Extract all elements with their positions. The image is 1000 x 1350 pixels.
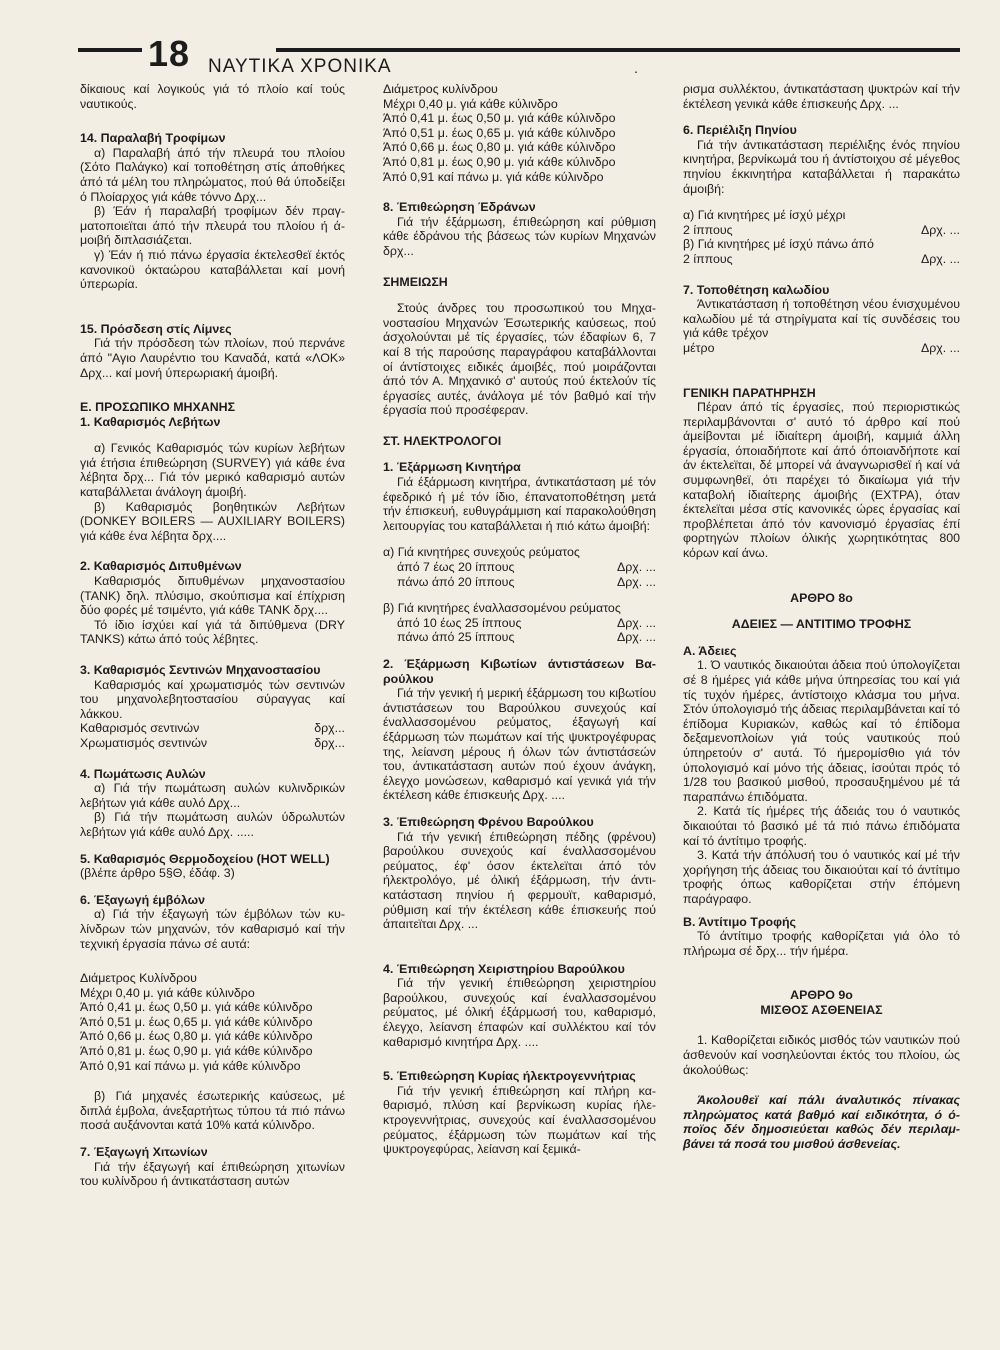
price-value: δρχ... [314, 721, 345, 736]
paragraph: α) Γενικός Καθαρισμός τών κυρίων λεβήτων γιά έτήσια έπιθεώρηση (SURVEY) γιά κάθε ένα λέβητα δρχ... Γιά τόν μερικό καθαρισμό αυτών καταβάλλεται άνάλογη άμοιβή. [80, 441, 345, 500]
price-value: Δρχ. ... [616, 560, 656, 575]
paragraph: Γιά τήν άντικατάσταση περιέλιξης ένός πηνίου κινητήρα, βερνίκωμά του ή άντίστοιχου σέ μέγεθος πηνίου έκκινητήρα καταβάλλεται ή παρακάτω άμοιβή: [683, 137, 960, 196]
price-label: Καθαρισμός σεντινών [80, 721, 200, 736]
paragraph: Γιά τήν γενική έπιθεώρηση καί πλήρη καθαρισμό, πλύση καί βερνίκωση κυρίας ήλεκτρογεννήτριας, συνεχούς καί έναλλασσομένου ρεύματος, έξάρμωση τών πωμάτων καί τής ψυκτρογεφύρας, λείανση καί ξεμικά- [383, 1083, 656, 1157]
paragraph: Τό άντίτιμο τροφής καθορίζεται γιά όλο τό πλήρωμα σέ δρχ... τήν ήμέρα. [683, 929, 960, 958]
paragraph: Γιά τήν πρόσδεση τών πλοίων, πού περνάνε άπό "Αγιο Λαυρέντιο του Καναδά, κατά «ΛΟΚ» Δρχ... καί μονή ύπερωριακή άμοιβή. [80, 336, 345, 380]
paragraph: Γιά τήν γενική έπιθεώρηση πέδης (φρένου) βαρούλκου συνεχούς καί έναλλασσομένου ρεύματος, έφ' όσον έκτελεϊται άπό τόν ήλεκτρολόγο, μέ όλική έξάρμωση, τήν άντικατάσταση πηνίου ή φερμουϊτ, καθαρισμό, ρύθμιση καί τήν έκτέλεση κάθε έπισκευής πού άπαιτεϊται Δρχ. ... [383, 829, 656, 932]
price-label: 2 ίππους [683, 222, 733, 237]
list-item: Άπό 0,41 μ. έως 0,50 μ. γιά κάθε κύλινδρο [383, 111, 616, 126]
price-row [683, 252, 960, 267]
cylinder-list [80, 971, 345, 1073]
masthead [78, 33, 960, 80]
paragraph: 2. Κατά τίς ήμέρες τής άδειάς του ό ναυτικός δικαιούται τό βασικό μέ τά πιό πάνω έπιδόματα καί τό άντίτιμο τροφής. [683, 804, 960, 848]
paragraph: β) Γιά κινητήρες μέ ίσχύ πάνω άπό [683, 237, 874, 252]
paragraph: Γιά τήν γενική έπιθεώρηση χειριστηρίου βαρούλκου, συνεχούς καί έναλλασσομένου ρεύματος, μέ όλική έξάρμωσή του, καθαρισμό, έλεγχο, λείανση έπαφών καί συλλέκτου καί τόν καθαρισμό κινητήρα Δρχ. .... [383, 976, 656, 1049]
price-value: Δρχ. ... [616, 615, 656, 630]
section-heading: 1. Έξάρμωση Κινητήρα [383, 460, 521, 475]
section-heading: ΣΗΜΕΙΩΣΗ [383, 274, 448, 289]
article-title: ΑΔΕΙΕΣ — ΑΝΤΙΤΙΜΟ ΤΡΟΦΗΣ [731, 617, 912, 632]
paragraph: Πέραν άπό τίς έργασίες, πού περιοριστικώς περιλαμβάνονται σ' αυτό τό άρθρο καί πού άμείβονται μέ ίδιαίτερη άμοιβή, καμμιά άλλη έργασία, όποιαδήποτε καί άπό όποιανδήποτε καί άν έκτελεϊται, δέ μπορεί νά άναγνωρισθεϊ ή καί νά συμφωνηθεϊ, ότι παρέχει τό δικαίωμα γιά τήν καταβολή ίδιαίτερης άμοιβής (ΕΧΤΡΑ), όταν έκτελεϊται μέσα στίς κανονικές ώρες έργασίας καί προβλέπεται άπό τόν κανονισμό έργασίας έπί φορτηγών πλοίων όλικής χωρητικότητας 800 κόρων καί άνω. [683, 400, 960, 561]
paragraph: γ) Έάν ή πιό πάνω έργασία έκτελεσθεϊ έκτός κανονικοϋ όκταώρου καταβάλλεται καί μονή ύπερωρία. [80, 247, 345, 292]
paragraph: Γιά τήν γενική ή μερική έξάρμωση του κιβωτίου άντιστάσεων του Βαρούλκου συνεχούς καί έναλλασσομένου ρεύματος, έξαγωγή καί έξάρμωση τών πωμάτων καί τής ψυκτρογέφυρας της, λείανση μέρους ή όλων τών άντιστάσεών του, άντικατάσταση αυτών πού έχουν άνάγκη, έλεγχο μονώσεων, καθαρισμό καί γενικά γιά τήν έκτέλεση κάθε έπισκευής Δρχ. .... [383, 686, 656, 803]
price-row [80, 736, 345, 751]
price-label: πάνω άπό 25 ίππους [397, 630, 515, 645]
paragraph: 3. Κατά τήν άπόλυσή του ό ναυτικός καί μέ τήν χορήγηση τής άδειας του δικαιούται καί τό άντίτιμο τροφής όπως καθορίζεται στήν έπόμενη παράγραφο. [683, 848, 960, 906]
paragraph: Στούς άνδρες του προσωπικού του Μηχανοστασίου Μηχανών Έσωτερικής καύσεως, πού άσχολούνται μέ τίς έργασίες, τών έδαφίων 6, 7 καί 8 τής παρούσης παραγράφου καταβάλλονται οί άντίστοιχες ειδικές άμοιβές, πού μοιράζονται άπό τόν Α. Μηχανικό σ' αυτούς πού έκτελούν τίς έργασίες αυτές, άνάλογα μέ τόν βαθμό καί τήν έργασία πού προσέφεραν. [383, 301, 656, 418]
section-heading: ΓΕΝΙΚΗ ΠΑΡΑΤΗΡΗΣΗ [683, 385, 816, 400]
section-heading: 3. Καθαρισμός Σεντινών Μηχανοστασίου [80, 663, 321, 677]
price-label: άπό 7 έως 20 ίππους [397, 560, 515, 575]
price-row [683, 341, 960, 356]
article-heading: ΑΡΘΡΟ 9ο [790, 988, 853, 1003]
paragraph: β) Γιά κινητήρες έναλλασσομένου ρεύματος [383, 601, 621, 616]
list-item: Άπό 0,81 μ. έως 0,90 μ. γιά κάθε κύλινδρο [383, 154, 616, 169]
paragraph: α) Γιά κινητήρες συνεχούς ρεύματος [383, 545, 580, 560]
paragraph: Καθαρισμός διπυθμένων μηχανοστασίου (TANK) δηλ. πλύσιμο, σκούπισμα καί έπίχριση δύο φορές μέ τσιμέντο, γιά κάθε TANK δρχ.... [80, 574, 345, 618]
section-heading: 1. Καθαρισμός Λεβήτων [80, 414, 221, 429]
masthead-rule-left [78, 48, 142, 52]
paragraph: Γιά τήν έξαγωγή καί έπιθεώρηση χιτωνίων του κυλίνδρου ή άντικατάσταση αυτών [80, 1159, 345, 1189]
paragraph: α) Γιά κινητήρες μέ ίσχύ μέχρι [683, 208, 846, 223]
price-row [383, 560, 656, 575]
price-row [383, 616, 656, 631]
paragraph: Άντικατάσταση ή τοποθέτηση νέου ένισχυμένου καλωδίου μέ τά στηρίγματα καί τίς συνδέσεις του γιά κάθε τρέχον [683, 297, 960, 341]
paragraph: (βλέπε άρθρο 5§Θ, έδάφ. 3) [80, 866, 235, 881]
list-item: Άπό 0,91 καί πάνω μ. γιά κάθε κύλινδρο [80, 1058, 301, 1073]
price-label: άπό 10 έως 25 ίππους [397, 615, 522, 630]
section-heading: 6. Περιέλιξη Πηνίου [683, 123, 797, 138]
list-item: Διάμετρος κυλίνδρου [383, 82, 498, 96]
section-heading: 4. Έπιθεώρηση Χειριστηρίου Βαρούλκου [383, 961, 625, 976]
paragraph: Γιά τήν έξάρμωση, έπιθεώρηση καί ρύθμιση κάθε έδράνου τής βάσεως τών κυρίων Μηχανών δρχ... [383, 214, 656, 258]
list-item: Άπό 0,91 καί πάνω μ. γιά κάθε κύλινδρο [383, 169, 604, 184]
cylinder-list [383, 82, 656, 184]
section-heading: Ε. ΠΡΟΣΩΠΙΚΟ ΜΗΧΑΝΗΣ [80, 400, 236, 415]
paragraph: 1. Καθορίζεται ειδικός μισθός τών ναυτικών πού άσθενούν καί νοσηλεύονται έκτός του πλοίου, ώς άκολούθως: [683, 1033, 960, 1077]
closing-note: Άκολουθεϊ καί πάλι άναλυτικός πίνακας πληρώματος κατά βαθμό καί ειδικότητα, ό όποϊος δέν δημοσιεύεται καθώς δέν περιλαμβάνει τά ποσά του μισθού άσθενείας. [683, 1093, 960, 1152]
section-heading: 7. Τοποθέτηση καλωδίου [683, 282, 830, 297]
price-value: Δρχ. ... [920, 251, 960, 266]
paragraph: α) Παραλαβή άπό τήν πλευρά του πλοίου (Σότο Παλάγκο) καί τοποθέτηση στίς άποθήκες άπό τά μέλη του πληρώματος, πού θά ύποδείξει ό Πλοίαρχος γιά κάθε τόννο Δρχ... [80, 145, 345, 204]
paragraph: α) Γιά τήν έξαγωγή τών έμβόλων τών κυλίνδρων τών μηχανών, τόν καθαρισμό καί τήν τεχνική έργασία πάνω σέ αυτά: [80, 907, 345, 951]
list-item: Άπό 0,66 μ. έως 0,80 μ. γιά κάθε κύλινδρο [80, 1029, 313, 1044]
section-heading: 7. Έξαγωγή Χιτωνίων [80, 1145, 208, 1160]
list-item: Μέχρι 0,40 μ. γιά κάθε κύλινδρο [383, 96, 558, 111]
section-heading: 8. Έπιθεώρηση Έδράνων [383, 200, 536, 215]
price-value: Δρχ. ... [920, 340, 960, 355]
paragraph: Καθαρισμός καί χρωματισμός τών σεντινών του μηχανολεβητοστασίου σύραγγας καί λάκκου. [80, 677, 345, 721]
paragraph: β) Έάν ή παραλαβή τροφίμων δέν πραγματοποιεϊται άπό τήν πλευρά του πλοίου ή άμοιβή διπλασιάζεται. [80, 204, 345, 248]
stray-dot: . [634, 60, 638, 76]
section-heading: Α. Άδειες [683, 643, 737, 658]
section-heading: 5. Έπιθεώρηση Κυρίας ήλεκτρογεννήτριας [383, 1069, 636, 1084]
section-heading: 15. Πρόσδεση στίς Λίμνες [80, 321, 232, 336]
page-number: 18 [148, 33, 191, 74]
price-row [383, 575, 656, 590]
section-heading: 6. Έξαγωγή έμβόλων [80, 892, 205, 907]
section-heading: 4. Πωμάτωσις Αυλών [80, 766, 206, 781]
paragraph: β) Γιά τήν πωμάτωση αυλών ύδρωλυτών λεβήτων γιά κάθε αυλό Δρχ. ..... [80, 810, 345, 839]
section-heading: Β. Άντίτιμο Τροφής [683, 914, 796, 929]
article-title: ΜΙΣΘΟΣ ΑΣΘΕΝΕΙΑΣ [760, 1002, 883, 1017]
paragraph: α) Γιά τήν πωμάτωση αυλών κυλινδρικών λεβήτων γιά κάθε αυλό Δρχ... [80, 781, 345, 810]
paragraph: ρισμα συλλέκτου, άντικατάσταση ψυκτρών καί τήν έκτέλεση γενικά κάθε έπισκευής Δρχ. ... [683, 82, 960, 111]
paragraph: β) Γιά μηχανές έσωτερικής καύσεως, μέ διπλά έμβολα, άνεξαρτήτως τύπου τά πιό πάνω ποσά αυξάνονται κατά 10% κατά κύλινδρο. [80, 1089, 345, 1133]
article-heading: ΑΡΘΡΟ 8ο [790, 590, 853, 605]
list-item: Άπό 0,51 μ. έως 0,65 μ. γιά κάθε κύλινδρο [383, 125, 616, 140]
section-heading: 5. Καθαρισμός Θερμοδοχείου (HOT WELL) [80, 851, 330, 866]
price-row [383, 630, 656, 645]
list-item: Άπό 0,66 μ. έως 0,80 μ. γιά κάθε κύλινδρο [383, 140, 616, 155]
list-item: Άπό 0,81 μ. έως 0,90 μ. γιά κάθε κύλινδρο [80, 1044, 313, 1059]
price-row [683, 223, 960, 238]
price-value: Δρχ. ... [616, 630, 656, 645]
section-heading: 2. Καθαρισμός Διπυθμένων [80, 559, 242, 574]
price-label: Χρωματισμός σεντινών [80, 735, 208, 750]
paragraph: Τό ίδιο ίσχύει καί γιά τά διπύθμενα (DRY TANKS) κάτω άπό τούς λέβητες. [80, 617, 345, 647]
paragraph: Γιά έξάρμωση κινητήρα, άντικατάσταση μέ τόν έφεδρικό ή μέ τόν ίδιο, έπανατοποθέτηση μετά τήν έπισκευή, ευθυγράμμιση καί παρακολούθηση λειτουργίας του καταβάλλεται ή πιό κάτω άμοιβή: [383, 475, 656, 533]
paragraph: δίκαιους καί λογικούς γιά τό πλοίο καί τούς ναυτικούς. [80, 82, 345, 111]
paragraph: 1. Ό ναυτικός δικαιούται άδεια πού ύπολογίζεται σέ 8 ήμέρες γιά κάθε μήνα ύπηρεσίας του καί γιά τίς τυχόν ήμέρες, άντίστοιχο κλάσμα του μήνα. Στόν ύπολογισμό τής άδειας περιλαμβάνεται καί τό έπίδομα Κυριακών, καθώς καί τό έπίδομα δεξαμενοπλοίων γιά τούς ναυτικούς πού ύπηρετούν σ' αυτά. Τό ήμερομίσθιο γιά τόν ύπολογισμό καί μόνο τής άδειας, ίσούται πρός τό 1/28 του βασικού μισθού, προσαυξημένου μέ τά παραπάνω έπιδόματα. [683, 658, 960, 804]
section-heading: 2. Έξάρμωση Κιβωτίων άντιστάσεων Βαρούλκου [383, 657, 656, 686]
section-heading: 14. Παραλαβή Τροφίμων [80, 131, 226, 146]
price-label: 2 ίππους [683, 251, 733, 266]
price-value: δρχ... [314, 735, 345, 750]
list-item: Διάμετρος Κυλίνδρου [80, 971, 197, 986]
price-value: Δρχ. ... [920, 222, 960, 237]
price-value: Δρχ. ... [616, 574, 656, 589]
column-2 [383, 82, 656, 1157]
paragraph: β) Καθαρισμός βοηθητικών Λεβήτων (DONKEY BOILERS — AUXILIARY BOILERS) γιά κάθε ένα λέβητα δρχ.... [80, 499, 345, 543]
list-item: Άπό 0,51 μ. έως 0,65 μ. γιά κάθε κύλινδρο [80, 1014, 313, 1029]
publication-title: ΝΑΥΤΙΚΑ ΧΡΟΝΙΚΑ [208, 56, 392, 77]
masthead-rule-right [276, 48, 960, 52]
price-label: μέτρο [683, 340, 715, 355]
column-1 [80, 82, 345, 1189]
list-item: Μέχρι 0,40 μ. γιά κάθε κύλινδρο [80, 985, 255, 1000]
section-heading: 3. Έπιθεώρηση Φρένου Βαρούλκου [383, 814, 594, 829]
list-item: Άπό 0,41 μ. έως 0,50 μ. γιά κάθε κύλινδρο [80, 1000, 313, 1015]
column-3 [683, 82, 960, 1152]
section-heading: ΣΤ. ΗΛΕΚΤΡΟΛΟΓΟΙ [383, 433, 502, 448]
price-label: πάνω άπό 20 ίππους [397, 574, 515, 589]
price-row [80, 721, 345, 736]
